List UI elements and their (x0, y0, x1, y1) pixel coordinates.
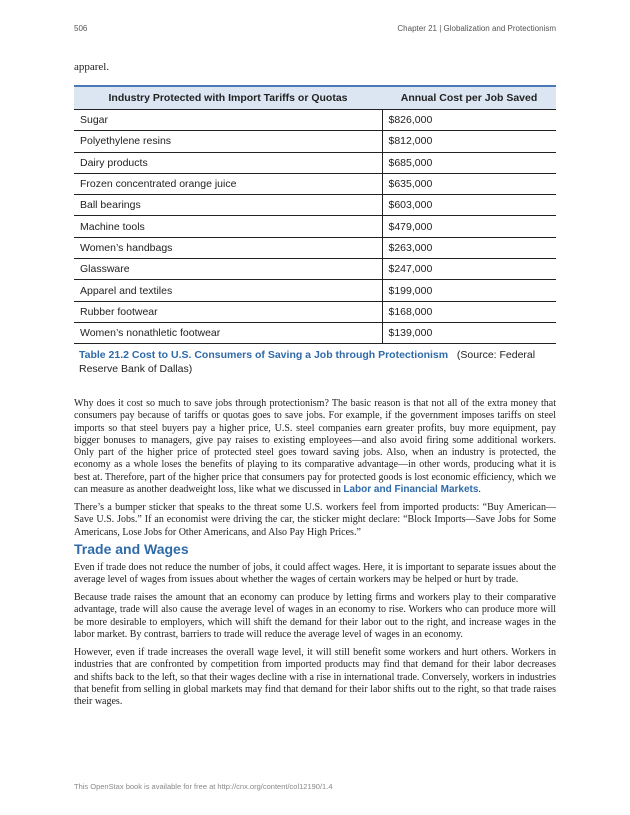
industry-cell: Polyethylene resins (74, 131, 382, 152)
column-header-industry: Industry Protected with Import Tariffs or Quotas (74, 86, 382, 110)
cost-cell: $635,000 (382, 173, 556, 194)
section-heading: Trade and Wages (74, 541, 189, 557)
industry-cell: Women’s nonathletic footwear (74, 322, 382, 343)
labor-financial-markets-link[interactable]: Labor and Financial Markets (343, 484, 479, 496)
table-row (74, 216, 556, 237)
industry-cell: Glassware (74, 259, 382, 280)
cost-cell: $812,000 (382, 131, 556, 152)
paragraph-1-end: . (478, 484, 481, 496)
table-header-row (74, 86, 556, 110)
chapter-header: Chapter 21 | Globalization and Protectionism (397, 24, 556, 33)
industry-cell: Frozen concentrated orange juice (74, 173, 382, 194)
cost-cell: $247,000 (382, 259, 556, 280)
cost-cell: $603,000 (382, 195, 556, 216)
industry-cell: Dairy products (74, 152, 382, 173)
table-row (74, 301, 556, 322)
table-row (74, 152, 556, 173)
table-row (74, 322, 556, 343)
cost-cell: $826,000 (382, 110, 556, 131)
cost-cell: $168,000 (382, 301, 556, 322)
table-row (74, 173, 556, 194)
industry-cell: Sugar (74, 110, 382, 131)
table-row (74, 110, 556, 131)
footer-text: This OpenStax book is available for free at http://cnx.org/content/col12190/1.4 (74, 782, 333, 791)
paragraph-5: However, even if trade increases the overall wage level, it will still benefit some workers and hurt others. Workers in industries that are confronted by competition from imported products may find that demand for their labor decreases and shifts back to the left, so that their wages decline with a rise in international trade. Conversely, workers in industries that benefit from selling in global markets may find that demand for their labor shifts out to the right, so that trade raises their wages. (74, 647, 556, 708)
industry-cell: Machine tools (74, 216, 382, 237)
table-row (74, 259, 556, 280)
cost-cell: $685,000 (382, 152, 556, 173)
table-row (74, 280, 556, 301)
table-row (74, 195, 556, 216)
industry-cell: Ball bearings (74, 195, 382, 216)
paragraph-2: There’s a bumper sticker that speaks to the threat some U.S. workers feel from imported products: “Buy American—Save U.S. Jobs.” If an economist were driving the car, the sticker might declare: “Block Imports—Save Jobs for Some Americans, Lose Jobs for Other Americans, and Also Pay High Prices.” (74, 502, 556, 538)
paragraph-3: Even if trade does not reduce the number of jobs, it could affect wages. Here, it is important to separate issues about the average level of wages from issues about whether the wages of certain workers may be helped or hurt by trade. (74, 562, 556, 586)
industry-cell: Rubber footwear (74, 301, 382, 322)
caption-source: (Source: Federal Reserve Bank of Dallas) (79, 349, 536, 375)
cost-cell: $139,000 (382, 322, 556, 343)
cost-table (74, 85, 556, 344)
cost-cell: $479,000 (382, 216, 556, 237)
table-row (74, 237, 556, 258)
caption-title: Table 21.2 Cost to U.S. Consumers of Saving a Job through Protectionism (79, 349, 449, 361)
cost-cell: $199,000 (382, 280, 556, 301)
column-header-cost: Annual Cost per Job Saved (382, 86, 556, 110)
paragraph-4: Because trade raises the amount that an economy can produce by letting firms and workers play to their comparative advantage, trade will also cause the average level of wages in an economy to rise. Workers who can produce more will be more desirable to employers, which will shift the demand for their labor out to the right, and increase wages in the labor market. By contrast, barriers to trade will reduce the average level of wages in an economy. (74, 592, 556, 640)
table-caption (79, 348, 539, 376)
cost-cell: $263,000 (382, 237, 556, 258)
page-number: 506 (74, 24, 88, 33)
industry-cell: Apparel and textiles (74, 280, 382, 301)
industry-cell: Women’s handbags (74, 237, 382, 258)
paragraph-1 (74, 398, 556, 496)
lead-text: apparel. (74, 61, 110, 73)
table-row (74, 131, 556, 152)
paragraph-1-text: Why does it cost so much to save jobs through protectionism? The basic reason is that not all of the extra money that consumers pay because of tariffs or quotas goes to save jobs. For example, if the government imposes tariffs on steel imports so that steel buyers pay a higher price, U.S. steel companies earn greater profits, buy more equipment, pay bigger bonuses to managers, give pay raises to existing employees—and also avoid firing some additional workers. Only part of the higher price of protected steel goes toward saving jobs. Also, when an industry is protected, the economy as a whole loses the benefits of playing to its comparative advantage—in other words, producing what it is best at. Therefore, part of the higher price that consumers pay for protected goods is lost economic efficiency, which we can measure as another deadweight loss, like what we discussed in (74, 398, 556, 496)
